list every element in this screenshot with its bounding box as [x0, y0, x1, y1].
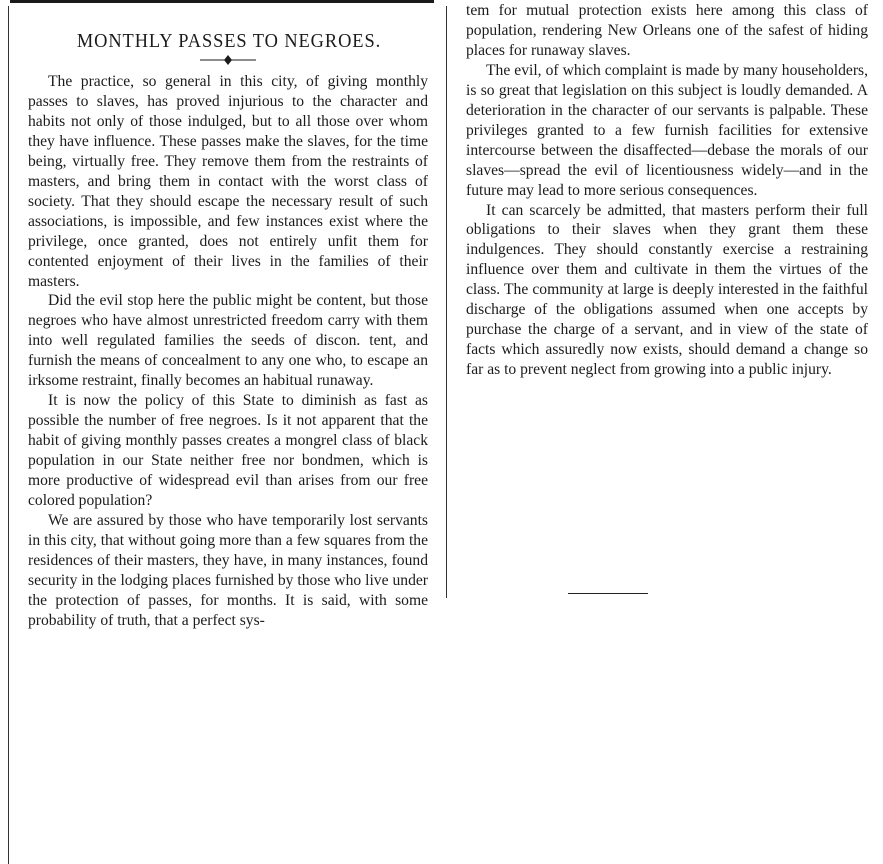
article-title: MONTHLY PASSES TO NEGROES.: [76, 30, 382, 52]
paragraph: It can scarcely be admitted, that masters perform their full obligations to their slaves when they grant them these indulgences. They should constantly exercise a restraining influence over them and cultivate in them the virtues of the class. The community at large is deeply interested in the faithful discharge of the obligations assumed when one accepts by purchase the charge of a servant, and in view of the state of facts which assuredly now exists, should demand a change so far as to prevent neglect from growing into a public injury.: [466, 201, 868, 379]
paragraph: It is now the policy of this State to diminish as fast as possible the number of free negroes. Is it not apparent that the habit of giving monthly passes creates a mongrel class of black population in our State neither free nor bondmen, which is more productive of widespread evil than arises from our free colored population?: [28, 392, 428, 510]
article-column-right: [452, 0, 878, 864]
paragraph: The practice, so general in this city, of giving monthly passes to slaves, has proved injurious to the character and habits not only of those indulged, but to all those over whom they have influence. These passes make the slaves, for the time being, virtually free. They remove them from the restraints of masters, and bring them in contact with the worst class of society. That they should escape the necessary result of such associations, is impossible, and few instances exist where the privilege, once granted, does not entirely unfit them for contented enjoyment of their lives in the families of their masters.: [28, 73, 428, 290]
article-body-right: [466, 1, 868, 380]
article-column-left: [8, 0, 444, 864]
paragraph: The evil, of which complaint is made by many householders, is so great that legislation on this subject is loudly demanded. A deterioration in the character of our servants is palpable. These privileges granted to a few furnish facilities for extensive intercourse between the disaffected—debase the morals of our slaves—spread the evil of licentiousness widely—and in the future may lead to more serious consequences.: [466, 61, 868, 199]
column-divider-middle: [446, 6, 447, 598]
paragraph-continuation: tem for mutual protection exists here among this class of population, rendering New Orleans one of the safest of hiding places for runaway slaves.: [466, 2, 868, 59]
paragraph: We are assured by those who have temporarily lost servants in this city, that without going more than a few squares from the residences of their masters, they have, in many instances, found security in the lodging places furnished by those who live under the protection of passes, for months. It is said, with some probability of truth, that a perfect sys-: [28, 511, 428, 629]
title-ornament-icon: [198, 54, 258, 66]
article-end-rule: [568, 593, 648, 594]
article-body-left: [28, 72, 428, 631]
paragraph: Did the evil stop here the public might be content, but those negroes who have almost unrestricted freedom carry with them into well regulated families the seeds of discon. tent, and furnish the means of concealment to any one who, to escape an irksome restraint, finally becomes an habitual runaway.: [28, 292, 428, 390]
